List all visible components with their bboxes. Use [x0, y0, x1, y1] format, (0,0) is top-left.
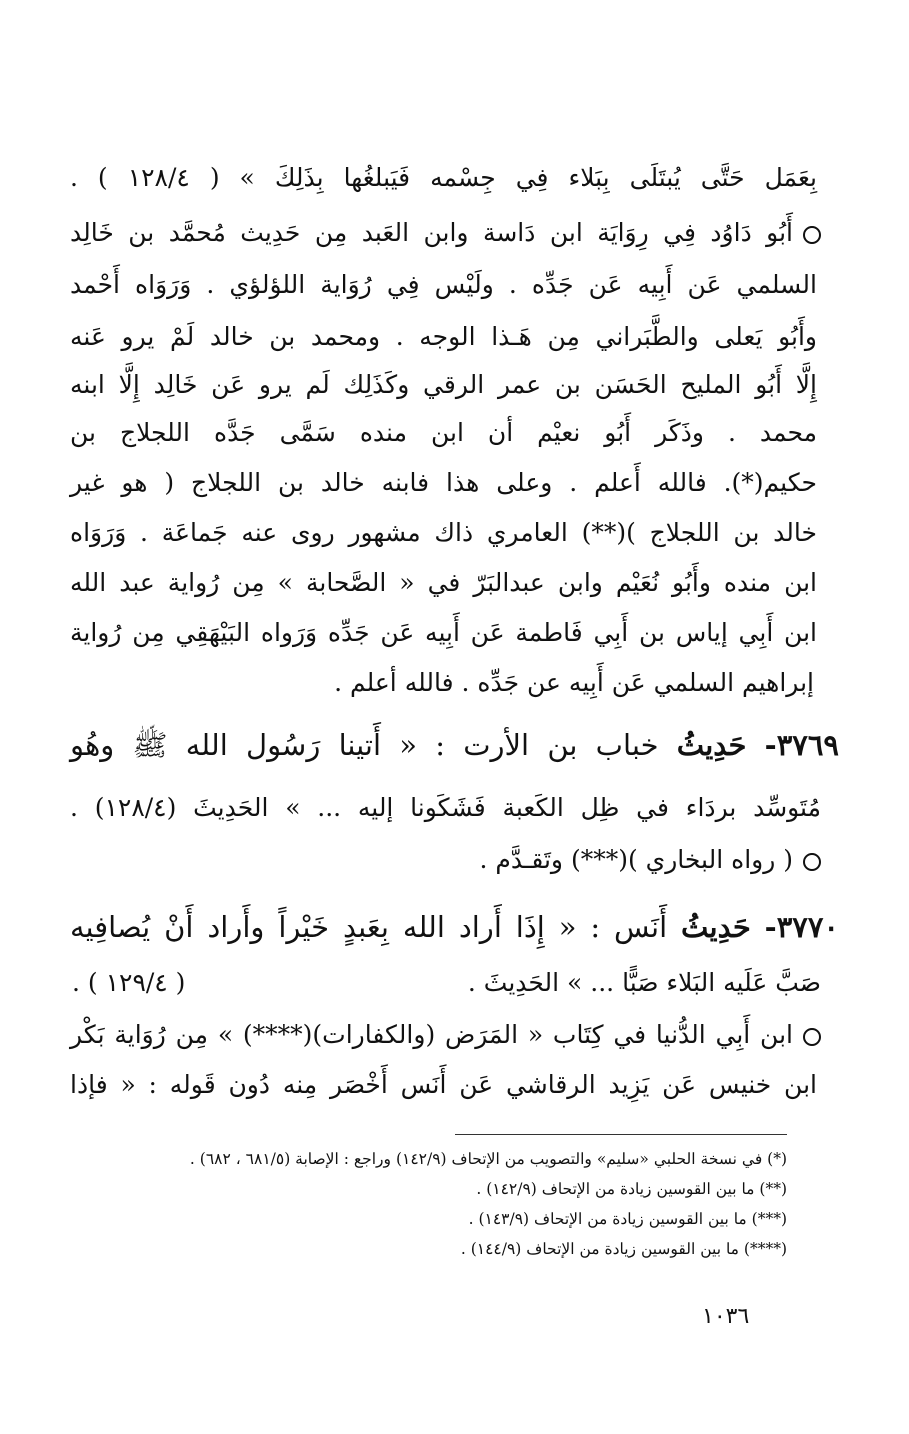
body-line-3: السلمي عَن أَبِيه عَن جَدِّه . ولَيْس فِي رُوَاية اللؤلؤي . وَرَوَاه أَحْمد [70, 270, 817, 299]
hadith-label: حَدِيثُ [676, 728, 747, 762]
hadith-number: ٣٧٧٠- [764, 910, 840, 944]
body-line-4: وأَبُو يَعلى والطَّبَراني مِن هَـذا الوجه . ومحمد بن خالد لَمْ يرو عَنه [70, 322, 817, 351]
body-line-7: حكيم(*). فالله أَعلم . وعلى هذا فابنه خالد بن اللجلاج ( هو غير [70, 468, 817, 497]
hadith-label: حَدِيثُ [681, 910, 751, 944]
circle-bullet-icon [803, 226, 821, 244]
circle-bullet-icon [803, 853, 821, 871]
page-number: ١٠٣٦ [702, 1304, 750, 1329]
body-line-11: إبراهيم السلمي عَن أَبِيه عن جَدِّه . فالله أعلم . [334, 668, 814, 697]
footnote-1: (*) في نسخة الحلبي «سليم» والتصويب من الإتحاف (١٤٢/٩) وراجع : الإصابة (٦٨١/٥ ، ٦٨٢) . [189, 1150, 787, 1168]
body-line-2: أَبُو دَاوُد فِي رِوَايَة ابن دَاسة وابن العَبد مِن حَدِيث مُحمَّد بن خَالِد [70, 218, 821, 247]
body-line-5: إِلَّا أَبُو المليح الحَسَن بن عمر الرقي وكَذَلِك لَم يرو عَن خَالِد إِلَّا ابنه [70, 370, 817, 399]
hadith-3769-line-2: مُتَوسِّد بردَاء في ظِل الكَعبة فَشَكَونا إليه ... » الحَدِيثَ (١٢٨/٤) . [70, 793, 821, 822]
circle-bullet-icon [803, 1028, 821, 1046]
hadith-number: ٣٧٦٩- [764, 728, 840, 762]
body-line-10: ابن أَبِي إياس بن أَبِي فَاطمة عَن أَبِيه عَن جَدِّه وَرَواه البَيْهَقِي مِن رُواية [70, 618, 817, 647]
footnote-3: (***) ما بين القوسين زيادة من الإتحاف (١٤٣/٩) . [468, 1210, 787, 1228]
footnote-divider [455, 1134, 787, 1135]
hadith-3770-heading: ٣٧٧٠- حَدِيثُ أَنَس : « إِذَا أَراد الله بِعَبدٍ خَيْراً وأَراد أَنْ يُصافِيه [70, 910, 840, 944]
body-line-1: بِعَمَل حَتَّى يُبتَلَى بِبَلاء فِي جِسْمه فَيَبلغُها بِذَلِكَ » ( ١٢٨/٤ ) . [70, 163, 818, 192]
hadith-3769-line-3: ( رواه البخاري )(***) وتَقـدَّم . [0, 845, 821, 874]
hadith-3770-line-2: صَبَّ عَلَيه البَلاء صَبًّا ... » الحَدِيثَ . [467, 968, 821, 997]
hadith-3769-heading: ٣٧٦٩- حَدِيثُ خباب بن الأرت : « أَتينا رَسُول الله ﷺ وهُو [70, 728, 840, 762]
body-line-8: خالد بن اللجلاج )(**) العامري ذاك مشهور روى عنه جَماعَة . وَرَوَاه [70, 518, 817, 547]
footnote-2: (**) ما بين القوسين زيادة من الإتحاف (١٤٢/٩) . [476, 1180, 787, 1198]
footnote-4: (****) ما بين القوسين زيادة من الإتحاف (١٤٤/٩) . [460, 1240, 787, 1258]
hadith-3770-line-3: ابن أَبِي الدُّنيا في كِتَاب « المَرَض (والكفارات)(****) » مِن رُوَاية بَكْر [70, 1020, 821, 1049]
body-line-6: محمد . وذَكَر أَبُو نعيْم أن ابن منده سَمَّى جَدَّه اللجلاج بن [70, 418, 817, 447]
body-line-9: ابن منده وأَبُو نُعَيْم وابن عبدالبَرّ في « الصَّحابة » مِن رُواية عبد الله [70, 568, 817, 597]
hadith-3770-line-4: ابن خنيس عَن يَزِيد الرقاشي عَن أَنَس أَخْصَر مِنه دُون قَوله : « فإذا [70, 1070, 817, 1099]
hadith-3770-reference: ( ١٢٩/٤ ) . [72, 968, 186, 997]
